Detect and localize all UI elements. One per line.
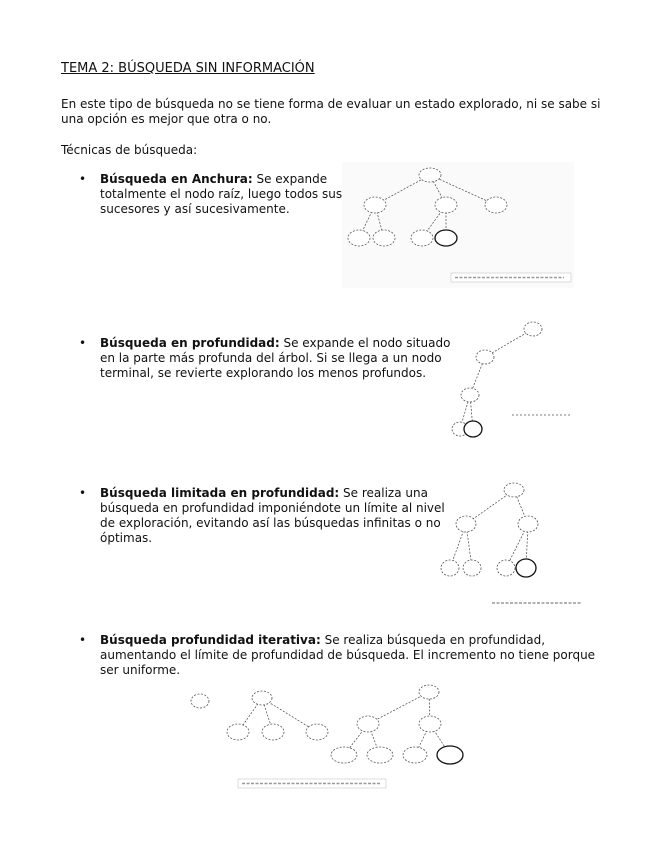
technique-text-line: terminal, se revierte explorando los menos profundos.	[100, 366, 427, 380]
technique-text-line: ser uniforme.	[100, 663, 181, 677]
technique-text-line: sucesores y así sucesivamente.	[100, 202, 290, 216]
technique-text-line: en la parte más profunda del árbol. Si se llega a un nodo	[100, 351, 442, 365]
technique-term: Búsqueda en profundidad:	[100, 336, 280, 350]
technique-depth-first	[100, 336, 450, 381]
technique-text-line: aumentando el límite de profundidad de búsqueda. El incremento no tiene porque	[100, 648, 596, 662]
technique-text-line: totalmente el nodo raíz, luego todos sus	[100, 187, 343, 201]
iterative-deepening-tree-figure	[186, 680, 476, 796]
bullet-marker: •	[79, 336, 87, 350]
technique-iterative-deepening	[100, 633, 595, 678]
technique-text: Se expande	[252, 172, 328, 186]
technique-depth-limited	[100, 486, 445, 546]
technique-text-line: búsqueda en profundidad imponiéndote un límite al nivel	[100, 501, 445, 515]
technique-text: Se realiza una	[339, 486, 428, 500]
depth-first-tree-figure	[440, 315, 575, 445]
bullet-marker: •	[79, 172, 87, 186]
intro-line-2: una opción es mejor que otra o no.	[61, 112, 272, 126]
document-title: TEMA 2: BÚSQUEDA SIN INFORMACIÓN	[61, 61, 315, 76]
technique-text-line: de exploración, evitando así las búsquedas infinitas o no	[100, 516, 441, 530]
technique-breadth-first	[100, 172, 342, 217]
technique-text: Se expande el nodo situado	[279, 336, 451, 350]
bullet-marker: •	[79, 486, 87, 500]
technique-term: Búsqueda en Anchura:	[100, 172, 253, 186]
technique-term: Búsqueda limitada en profundidad:	[100, 486, 340, 500]
breadth-first-tree-figure	[342, 162, 574, 288]
intro-line-1: En este tipo de búsqueda no se tiene forma de evaluar un estado explorado, ni se sabe si	[61, 97, 601, 111]
technique-text: Se realiza búsqueda en profundidad,	[320, 633, 546, 647]
technique-text-line: óptimas.	[100, 531, 153, 545]
techniques-label: Técnicas de búsqueda:	[61, 143, 198, 157]
bullet-marker: •	[79, 633, 87, 647]
technique-term: Búsqueda profundidad iterativa:	[100, 633, 321, 647]
depth-limited-tree-figure	[436, 478, 586, 610]
